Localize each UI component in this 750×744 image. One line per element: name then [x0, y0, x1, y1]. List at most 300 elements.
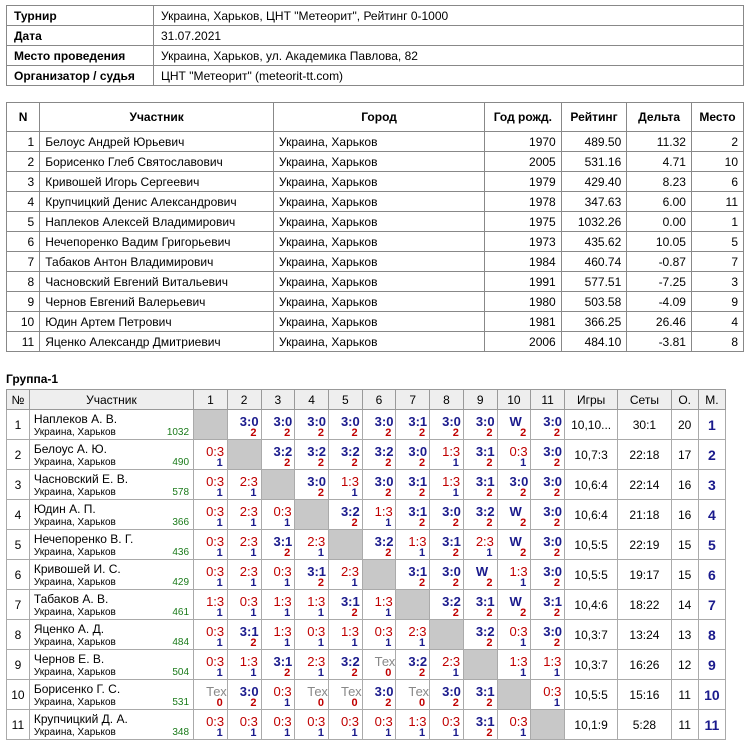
match-result [531, 440, 565, 470]
grid-row [7, 560, 726, 590]
match-score: 1:3 [273, 624, 292, 639]
player-rating: 578 [172, 487, 190, 498]
grid-header: М. [698, 390, 725, 410]
match-result [362, 680, 396, 710]
match-result [194, 440, 228, 470]
participant-cell: 366.25 [561, 312, 627, 332]
match-points: 1 [452, 457, 459, 469]
grid-player [29, 680, 193, 710]
match-result [430, 710, 464, 740]
match-points: 1 [418, 637, 426, 649]
match-points: 2 [317, 457, 324, 469]
match-points: 2 [486, 637, 493, 649]
match-result [531, 620, 565, 650]
match-result [328, 680, 362, 710]
grid-games: 10,5:5 [564, 530, 617, 560]
participant-cell: 1973 [485, 232, 562, 252]
match-result [497, 530, 531, 560]
participant-row [7, 252, 744, 272]
grid-player [29, 530, 193, 560]
match-score: 1:3 [509, 564, 528, 579]
match-result [531, 590, 565, 620]
match-points: 2 [452, 697, 459, 709]
match-score: 3:0 [543, 624, 563, 639]
match-score: 3:1 [543, 594, 563, 609]
match-score: 3:1 [408, 564, 428, 579]
participant-cell: 7 [7, 252, 40, 272]
match-score: 3:1 [475, 714, 495, 729]
participant-cell: 2 [7, 152, 40, 172]
match-score: 2:3 [239, 534, 258, 549]
participant-cell: 460.74 [561, 252, 627, 272]
match-score: Тех [374, 654, 396, 669]
match-result [497, 560, 531, 590]
match-result [396, 410, 430, 440]
player-name: Борисенко Г. С. [33, 682, 121, 696]
match-points: 2 [385, 547, 392, 559]
match-points: 1 [520, 727, 527, 739]
match-points: 2 [284, 427, 291, 439]
participant-cell: Чернов Евгений Валерьевич [40, 292, 274, 312]
match-result [396, 710, 430, 740]
grid-games: 10,6:4 [564, 500, 617, 530]
participant-cell: Белоус Андрей Юрьевич [40, 132, 274, 152]
grid-number: 1 [7, 410, 30, 440]
match-result [261, 440, 295, 470]
match-result [463, 440, 497, 470]
match-points: 2 [553, 517, 560, 529]
match-score: 0:3 [340, 714, 360, 729]
player-rating: 436 [172, 547, 190, 558]
match-result [227, 620, 261, 650]
match-points: 1 [486, 547, 493, 559]
match-score: 1:3 [442, 474, 461, 489]
info-key: Организатор / судья [7, 66, 154, 86]
grid-diagonal [261, 470, 295, 500]
match-points: 2 [486, 427, 493, 439]
match-result [194, 560, 228, 590]
participant-cell: 5 [7, 212, 40, 232]
match-score: 0:3 [206, 564, 225, 579]
match-points: 2 [553, 547, 560, 559]
grid-sets: 18:22 [618, 590, 671, 620]
grid-header: 10 [497, 390, 531, 410]
match-score: 0:3 [206, 534, 225, 549]
match-score: 0:3 [273, 714, 292, 729]
grid-place: 9 [698, 650, 725, 680]
match-points: 0 [418, 697, 426, 709]
match-points: 2 [486, 607, 493, 619]
participant-cell: 531.16 [561, 152, 627, 172]
match-points: 1 [250, 487, 257, 499]
grid-place: 7 [698, 590, 725, 620]
match-result [430, 530, 464, 560]
match-score: 3:2 [475, 504, 495, 519]
grid-games: 10,5:5 [564, 560, 617, 590]
match-score: 3:2 [442, 594, 461, 609]
grid-points: 16 [671, 500, 698, 530]
participants-header: Место [691, 103, 743, 132]
grid-place: 2 [698, 440, 725, 470]
grid-points: 20 [671, 410, 698, 440]
match-score: 3:0 [442, 504, 461, 519]
match-result [497, 410, 531, 440]
match-score: 0:3 [206, 624, 225, 639]
match-points: 1 [216, 577, 223, 589]
match-points: 1 [351, 637, 358, 649]
grid-number: 6 [7, 560, 30, 590]
match-points: 2 [385, 697, 392, 709]
match-points: 1 [250, 727, 257, 739]
player-rating: 531 [172, 697, 190, 708]
match-score: 3:0 [475, 414, 495, 429]
match-result [328, 440, 362, 470]
match-points: 2 [553, 457, 560, 469]
match-score: 3:0 [273, 414, 293, 429]
match-score: 0:3 [239, 594, 258, 609]
match-score: 3:2 [340, 444, 360, 459]
participant-cell: 1970 [485, 132, 562, 152]
participant-row [7, 312, 744, 332]
match-points: 1 [284, 607, 291, 619]
match-result [227, 530, 261, 560]
match-points: 2 [317, 577, 324, 589]
player-name: Наплеков А. В. [33, 412, 118, 426]
grid-number: 11 [7, 710, 30, 740]
info-value: Украина, Харьков, ул. Академика Павлова, 82 [154, 46, 744, 66]
player-name: Чернов Е. В. [33, 652, 105, 666]
match-score: 3:0 [374, 474, 394, 489]
participant-cell: 484.10 [561, 332, 627, 352]
grid-header: № [7, 390, 30, 410]
grid-sets: 22:19 [618, 530, 671, 560]
match-points: 1 [250, 547, 257, 559]
match-score: 0:3 [206, 444, 225, 459]
match-result [463, 560, 497, 590]
participant-row [7, 332, 744, 352]
participants-header: Рейтинг [561, 103, 627, 132]
match-points: 2 [250, 427, 257, 439]
match-points: 2 [284, 667, 291, 679]
match-score: 3:1 [408, 414, 428, 429]
match-score: 1:3 [374, 594, 393, 609]
match-points: 2 [486, 457, 493, 469]
match-score: Тех [408, 684, 430, 699]
match-points: 1 [351, 487, 358, 499]
match-points: 1 [317, 727, 324, 739]
match-points: 2 [486, 487, 493, 499]
participant-cell: 347.63 [561, 192, 627, 212]
match-result [531, 680, 565, 710]
match-points: 1 [520, 667, 527, 679]
grid-sets: 19:17 [618, 560, 671, 590]
grid-row [7, 590, 726, 620]
match-result [295, 410, 329, 440]
player-city: Украина, Харьков [33, 667, 116, 678]
grid-header: Сеты [618, 390, 671, 410]
grid-place: 3 [698, 470, 725, 500]
info-row [7, 26, 744, 46]
match-result [430, 590, 464, 620]
player-rating: 366 [172, 517, 190, 528]
grid-header: 8 [430, 390, 464, 410]
match-points: 0 [317, 697, 324, 709]
match-score: 3:1 [475, 594, 495, 609]
player-city: Украина, Харьков [33, 607, 116, 618]
match-result [430, 650, 464, 680]
match-score: 0:3 [509, 714, 528, 729]
match-points: 1 [385, 607, 392, 619]
match-result [396, 650, 430, 680]
match-points: 2 [317, 427, 324, 439]
match-result [295, 560, 329, 590]
match-points: 1 [520, 577, 527, 589]
grid-points: 13 [671, 620, 698, 650]
match-score: 3:1 [408, 504, 428, 519]
participant-cell: 4 [7, 192, 40, 212]
player-city: Украина, Харьков [33, 457, 116, 468]
match-points: 2 [452, 517, 459, 529]
match-points: 1 [216, 517, 223, 529]
participant-cell: 577.51 [561, 272, 627, 292]
participant-cell: Украина, Харьков [274, 152, 485, 172]
match-points: 0 [216, 697, 223, 709]
match-points: 1 [284, 697, 291, 709]
grid-number: 5 [7, 530, 30, 560]
match-score: 3:0 [239, 684, 259, 699]
grid-number: 3 [7, 470, 30, 500]
grid-points: 16 [671, 470, 698, 500]
participant-cell: 1991 [485, 272, 562, 292]
grid-header: 5 [328, 390, 362, 410]
match-points: 1 [520, 637, 527, 649]
match-result [362, 710, 396, 740]
group-title: Группа-1 [6, 372, 59, 386]
participant-cell: 3 [7, 172, 40, 192]
grid-place: 4 [698, 500, 725, 530]
match-score: 3:1 [239, 624, 259, 639]
match-result [396, 530, 430, 560]
match-score: 2:3 [239, 564, 258, 579]
match-result [531, 650, 565, 680]
match-result [328, 560, 362, 590]
match-score: 0:3 [239, 714, 258, 729]
grid-points: 11 [671, 710, 698, 740]
participant-cell: Часновский Евгений Витальевич [40, 272, 274, 292]
match-result [497, 650, 531, 680]
player-city: Украина, Харьков [33, 487, 116, 498]
match-score: 3:1 [307, 564, 327, 579]
match-points: 1 [250, 517, 257, 529]
participant-cell: 6.00 [627, 192, 692, 212]
match-points: 2 [520, 517, 527, 529]
match-result [497, 470, 531, 500]
match-result [194, 650, 228, 680]
match-result [295, 440, 329, 470]
participant-cell: -3.81 [627, 332, 692, 352]
match-result [194, 470, 228, 500]
match-points: 1 [452, 727, 459, 739]
participant-cell: Украина, Харьков [274, 212, 485, 232]
grid-place: 10 [698, 680, 725, 710]
match-result [227, 470, 261, 500]
match-result [194, 590, 228, 620]
grid-header: 7 [396, 390, 430, 410]
participant-cell: 9 [691, 292, 743, 312]
match-result [261, 590, 295, 620]
grid-row [7, 650, 726, 680]
match-score: W [509, 504, 522, 519]
match-result [295, 590, 329, 620]
match-score: 1:3 [374, 504, 393, 519]
match-score: 1:3 [408, 534, 427, 549]
match-score: 1:3 [543, 654, 562, 669]
match-points: 2 [418, 667, 426, 679]
match-result [194, 500, 228, 530]
match-result [531, 500, 565, 530]
match-result [362, 620, 396, 650]
match-points: 1 [284, 517, 291, 529]
grid-sets: 15:16 [618, 680, 671, 710]
match-score: 0:3 [509, 444, 528, 459]
participant-cell: -0.87 [627, 252, 692, 272]
match-score: 0:3 [273, 684, 292, 699]
match-result [295, 470, 329, 500]
match-score: 3:0 [543, 504, 563, 519]
participant-row [7, 292, 744, 312]
participant-cell: 11.32 [627, 132, 692, 152]
info-row [7, 66, 744, 86]
match-result [362, 590, 396, 620]
participant-cell: Крупчицкий Денис Александрович [40, 192, 274, 212]
info-row [7, 46, 744, 66]
match-score: 2:3 [239, 474, 258, 489]
grid-player [29, 410, 193, 440]
match-points: 2 [486, 517, 493, 529]
participants-header: Участник [40, 103, 274, 132]
info-value: Украина, Харьков, ЦНТ "Метеорит", Рейтинг 0-1000 [154, 6, 744, 26]
match-points: 2 [418, 487, 426, 499]
participant-cell: Табаков Антон Владимирович [40, 252, 274, 272]
participant-cell: -4.09 [627, 292, 692, 312]
participant-cell: Украина, Харьков [274, 312, 485, 332]
grid-header: 9 [463, 390, 497, 410]
participant-row [7, 212, 744, 232]
match-result [463, 530, 497, 560]
match-result [430, 680, 464, 710]
match-score: 3:1 [475, 444, 495, 459]
match-score: 3:1 [475, 474, 495, 489]
match-score: 3:1 [442, 534, 461, 549]
match-result [227, 710, 261, 740]
participant-cell: 11 [691, 192, 743, 212]
match-points: 2 [452, 577, 459, 589]
participant-cell: 26.46 [627, 312, 692, 332]
grid-header: 6 [362, 390, 396, 410]
match-score: 3:0 [239, 414, 259, 429]
match-points: 1 [418, 727, 426, 739]
match-points: 1 [250, 667, 257, 679]
match-score: 1:3 [340, 474, 360, 489]
player-city: Украина, Харьков [33, 427, 116, 438]
info-key: Дата [7, 26, 154, 46]
match-result [430, 500, 464, 530]
player-rating: 504 [172, 667, 190, 678]
match-score: 3:1 [273, 534, 293, 549]
match-result [362, 650, 396, 680]
grid-sets: 16:26 [618, 650, 671, 680]
match-score: 1:3 [509, 654, 528, 669]
participant-cell: 0.00 [627, 212, 692, 232]
grid-diagonal [531, 710, 565, 740]
match-result [328, 620, 362, 650]
grid-row [7, 620, 726, 650]
match-score: 1:3 [442, 444, 461, 459]
match-score: Тех [340, 684, 362, 699]
match-points: 2 [385, 457, 392, 469]
player-name: Кривошей И. С. [33, 562, 121, 576]
grid-player [29, 500, 193, 530]
match-score: 3:2 [374, 444, 394, 459]
match-score: 3:2 [273, 444, 293, 459]
grid-number: 8 [7, 620, 30, 650]
match-result [531, 530, 565, 560]
match-points: 2 [351, 517, 358, 529]
match-score: 0:3 [543, 684, 562, 699]
match-result [497, 620, 531, 650]
info-row [7, 6, 744, 26]
match-result [362, 530, 396, 560]
match-score: 2:3 [475, 534, 494, 549]
grid-points: 12 [671, 650, 698, 680]
match-points: 2 [351, 607, 358, 619]
grid-points: 15 [671, 560, 698, 590]
match-points: 1 [385, 727, 392, 739]
match-points: 2 [418, 427, 426, 439]
participant-cell: Украина, Харьков [274, 192, 485, 212]
participant-cell: 1980 [485, 292, 562, 312]
participant-cell: Юдин Артем Петрович [40, 312, 274, 332]
participant-cell: 1975 [485, 212, 562, 232]
player-city: Украина, Харьков [33, 547, 116, 558]
match-result [430, 410, 464, 440]
match-score: 1:3 [206, 594, 225, 609]
match-result [396, 620, 430, 650]
match-points: 2 [553, 637, 560, 649]
match-points: 2 [250, 697, 257, 709]
match-points: 1 [216, 637, 223, 649]
grid-header: Игры [564, 390, 617, 410]
match-result [430, 560, 464, 590]
player-name: Белоус А. Ю. [33, 442, 107, 456]
match-points: 2 [452, 547, 459, 559]
match-result [531, 470, 565, 500]
match-points: 1 [216, 487, 223, 499]
match-result [227, 680, 261, 710]
grid-games: 10,6:4 [564, 470, 617, 500]
match-result [497, 500, 531, 530]
participant-cell: 10 [7, 312, 40, 332]
match-result [463, 500, 497, 530]
match-result [463, 680, 497, 710]
match-points: 2 [452, 427, 459, 439]
match-score: Тех [206, 684, 227, 699]
match-result [362, 410, 396, 440]
match-points: 1 [385, 517, 392, 529]
grid-sets: 21:18 [618, 500, 671, 530]
match-score: 1:3 [239, 654, 258, 669]
grid-diagonal [430, 620, 464, 650]
